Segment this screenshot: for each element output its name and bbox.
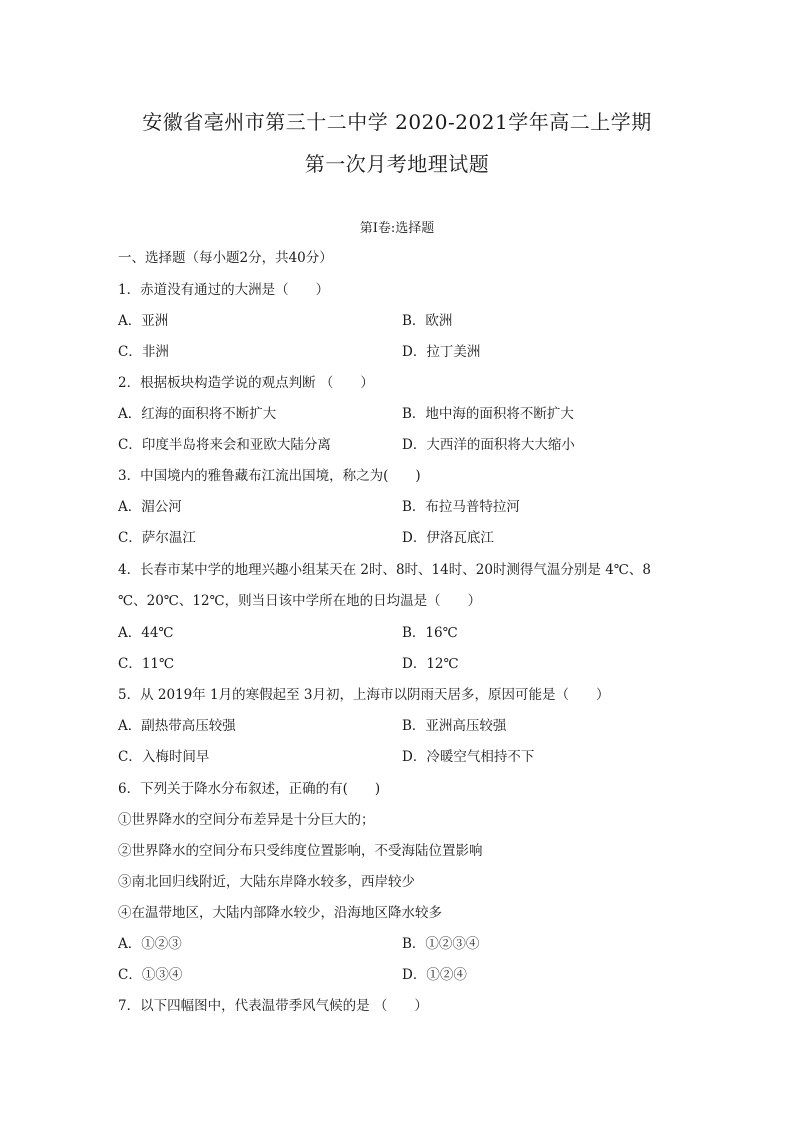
question-3-option-a: A．湄公河 — [118, 499, 182, 515]
question-1-option-a: A．亚洲 — [118, 313, 169, 329]
question-4-option-a: A．44℃ — [118, 625, 174, 641]
question-3-option-b: B．布拉马普特拉河 — [402, 499, 520, 515]
question-1-option-d: D．拉丁美洲 — [402, 344, 481, 360]
question-2-option-a: A．红海的面积将不断扩大 — [118, 406, 277, 422]
section-title: 第I卷:选择题 — [359, 221, 435, 236]
question-5-option-c: C．入梅时间早 — [118, 749, 210, 765]
question-3-option-c: C．萨尔温江 — [118, 530, 196, 546]
question-1-option-c: C．非洲 — [118, 344, 169, 360]
question-4-option-c: C．11℃ — [118, 656, 175, 672]
question-6-stem: 6．下列关于降水分布叙述，正确的有( ) — [118, 781, 381, 797]
question-1-stem: 1．赤道没有通过的大洲是（ ） — [118, 282, 330, 298]
question-2-option-c: C．印度半岛将来会和亚欧大陆分离 — [118, 437, 331, 453]
question-6-option-d: D．①②④ — [402, 967, 467, 983]
question-4-option-d: D．12℃ — [402, 656, 459, 672]
question-6-statement-2: ②世界降水的空间分布只受纬度位置影响，不受海陆位置影响 — [118, 843, 483, 859]
question-5-stem: 5．从 2019年 1月的寒假起至 3月初，上海市以阴雨天居多，原因可能是（ ） — [118, 687, 610, 703]
question-5-option-a: A．副热带高压较强 — [118, 718, 236, 734]
question-2-stem: 2．根据板块构造学说的观点判断 （ ） — [118, 375, 374, 391]
question-2-option-d: D．大西洋的面积将大大缩小 — [402, 437, 575, 453]
question-4-stem-line-2: ℃、20℃、12℃，则当日该中学所在地的日均温是（ ） — [118, 593, 482, 609]
question-1-option-b: B．欧洲 — [402, 313, 453, 329]
question-3-option-d: D．伊洛瓦底江 — [402, 530, 494, 546]
question-5-option-d: D．冷暖空气相持不下 — [402, 749, 535, 765]
question-4-option-b: B．16℃ — [402, 625, 458, 641]
question-5-option-b: B．亚洲高压较强 — [402, 718, 507, 734]
question-6-statement-4: ④在温带地区，大陆内部降水较少，沿海地区降水较多 — [118, 905, 442, 921]
question-4-stem-line-1: 4．长春市某中学的地理兴趣小组某天在 2时、8时、14时、20时测得气温分别是 4℃、8 — [118, 562, 651, 578]
question-6-option-c: C．①③④ — [118, 967, 183, 983]
document-title-line-1: 安徽省亳州市第三十二中学 2020-2021学年高二上学期 — [142, 110, 652, 134]
question-7-stem: 7．以下四幅图中，代表温带季风气候的是 （ ） — [118, 998, 428, 1014]
question-6-statement-1: ①世界降水的空间分布差异是十分巨大的； — [118, 812, 375, 828]
question-6-statement-3: ③南北回归线附近，大陆东岸降水较多，西岸较少 — [118, 874, 415, 890]
question-6-option-b: B．①②③④ — [402, 936, 480, 952]
part-heading: 一、选择题（每小题2分，共40分） — [118, 250, 333, 266]
question-2-option-b: B．地中海的面积将不断扩大 — [402, 406, 574, 422]
question-6-option-a: A．①②③ — [118, 936, 182, 952]
question-3-stem: 3．中国境内的雅鲁藏布江流出国境，称之为( ) — [118, 468, 421, 484]
document-title-line-2: 第一次月考地理试题 — [304, 152, 490, 176]
